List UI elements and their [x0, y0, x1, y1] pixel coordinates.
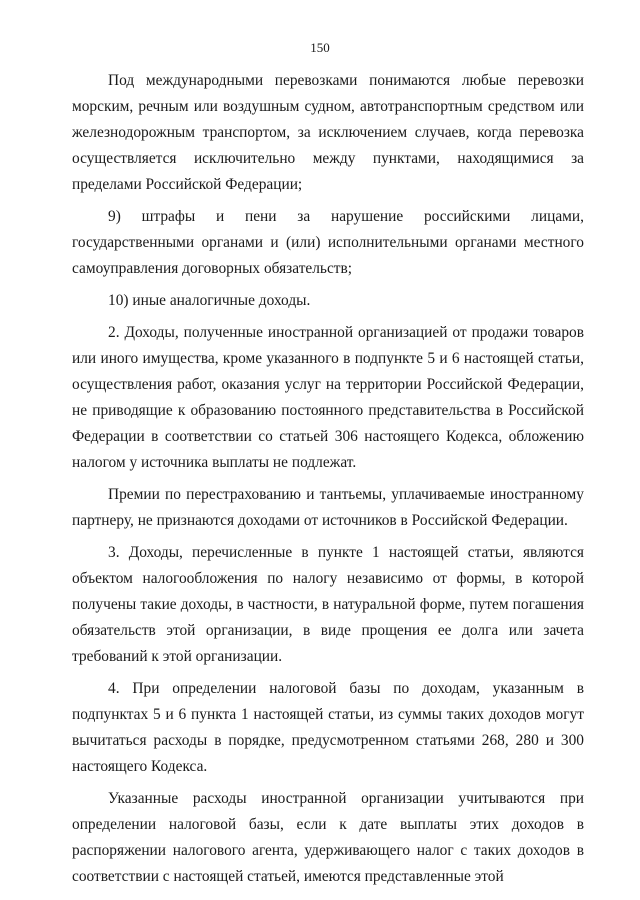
paragraph-item-9-penalties: 9) штрафы и пени за нарушение российскими лицами, государственными органами и (или) исполнительными органами местного самоуправления договорных обязательств;: [72, 208, 584, 277]
paragraph-clause-4: 4. При определении налоговой базы по доходам, указанным в подпунктах 5 и 6 пункта 1 настоящей статьи, из суммы таких доходов могут вычитаться расходы в порядке, предусмотренном статьями 268, 280 и 300 настоящего Кодекса.: [72, 680, 584, 775]
paragraph-item-10-other-income: 10) иные аналогичные доходы.: [108, 292, 311, 309]
paragraph-clause-2: 2. Доходы, полученные иностранной организацией от продажи товаров или иного имущества, кроме указанного в подпункте 5 и 6 настоящей статьи, осуществления работ, оказания услуг на территории Российской Федерации, не приводящие к образованию постоянного представительства в Российской Федерации в соответствии со статьей 306 настоящего Кодекса, обложению налогом у источника выплаты не подлежат.: [72, 324, 584, 471]
page-number: 150: [310, 40, 330, 55]
paragraph-reinsurance-premiums: Премии по перестрахованию и тантьемы, уплачиваемые иностранному партнеру, не признаются доходами от источников в Российской Федерации.: [72, 486, 584, 529]
paragraph-clause-3: 3. Доходы, перечисленные в пункте 1 настоящей статьи, являются объектом налогообложения по налогу независимо от формы, в которой получены такие доходы, в частности, в натуральной форме, путем погашения обязательств этой организации, в виде прощения ее долга или зачета требований к этой организации.: [72, 544, 584, 665]
paragraph-expenses-accounting: Указанные расходы иностранной организации учитываются при определении налоговой базы, если к дате выплаты этих доходов в распоряжении налогового агента, удерживающего налог с таких доходов в соответствии с настоящей статьей, имеются представленные этой: [72, 790, 584, 885]
document-body: [72, 68, 584, 894]
paragraph-international-transport: Под международными перевозками понимаются любые перевозки морским, речным или воздушным судном, автотранспортным средством или железнодорожным транспортом, за исключением случаев, когда перевозка осуществляется исключительно между пунктами, находящимися за пределами Российской Федерации;: [72, 72, 584, 193]
